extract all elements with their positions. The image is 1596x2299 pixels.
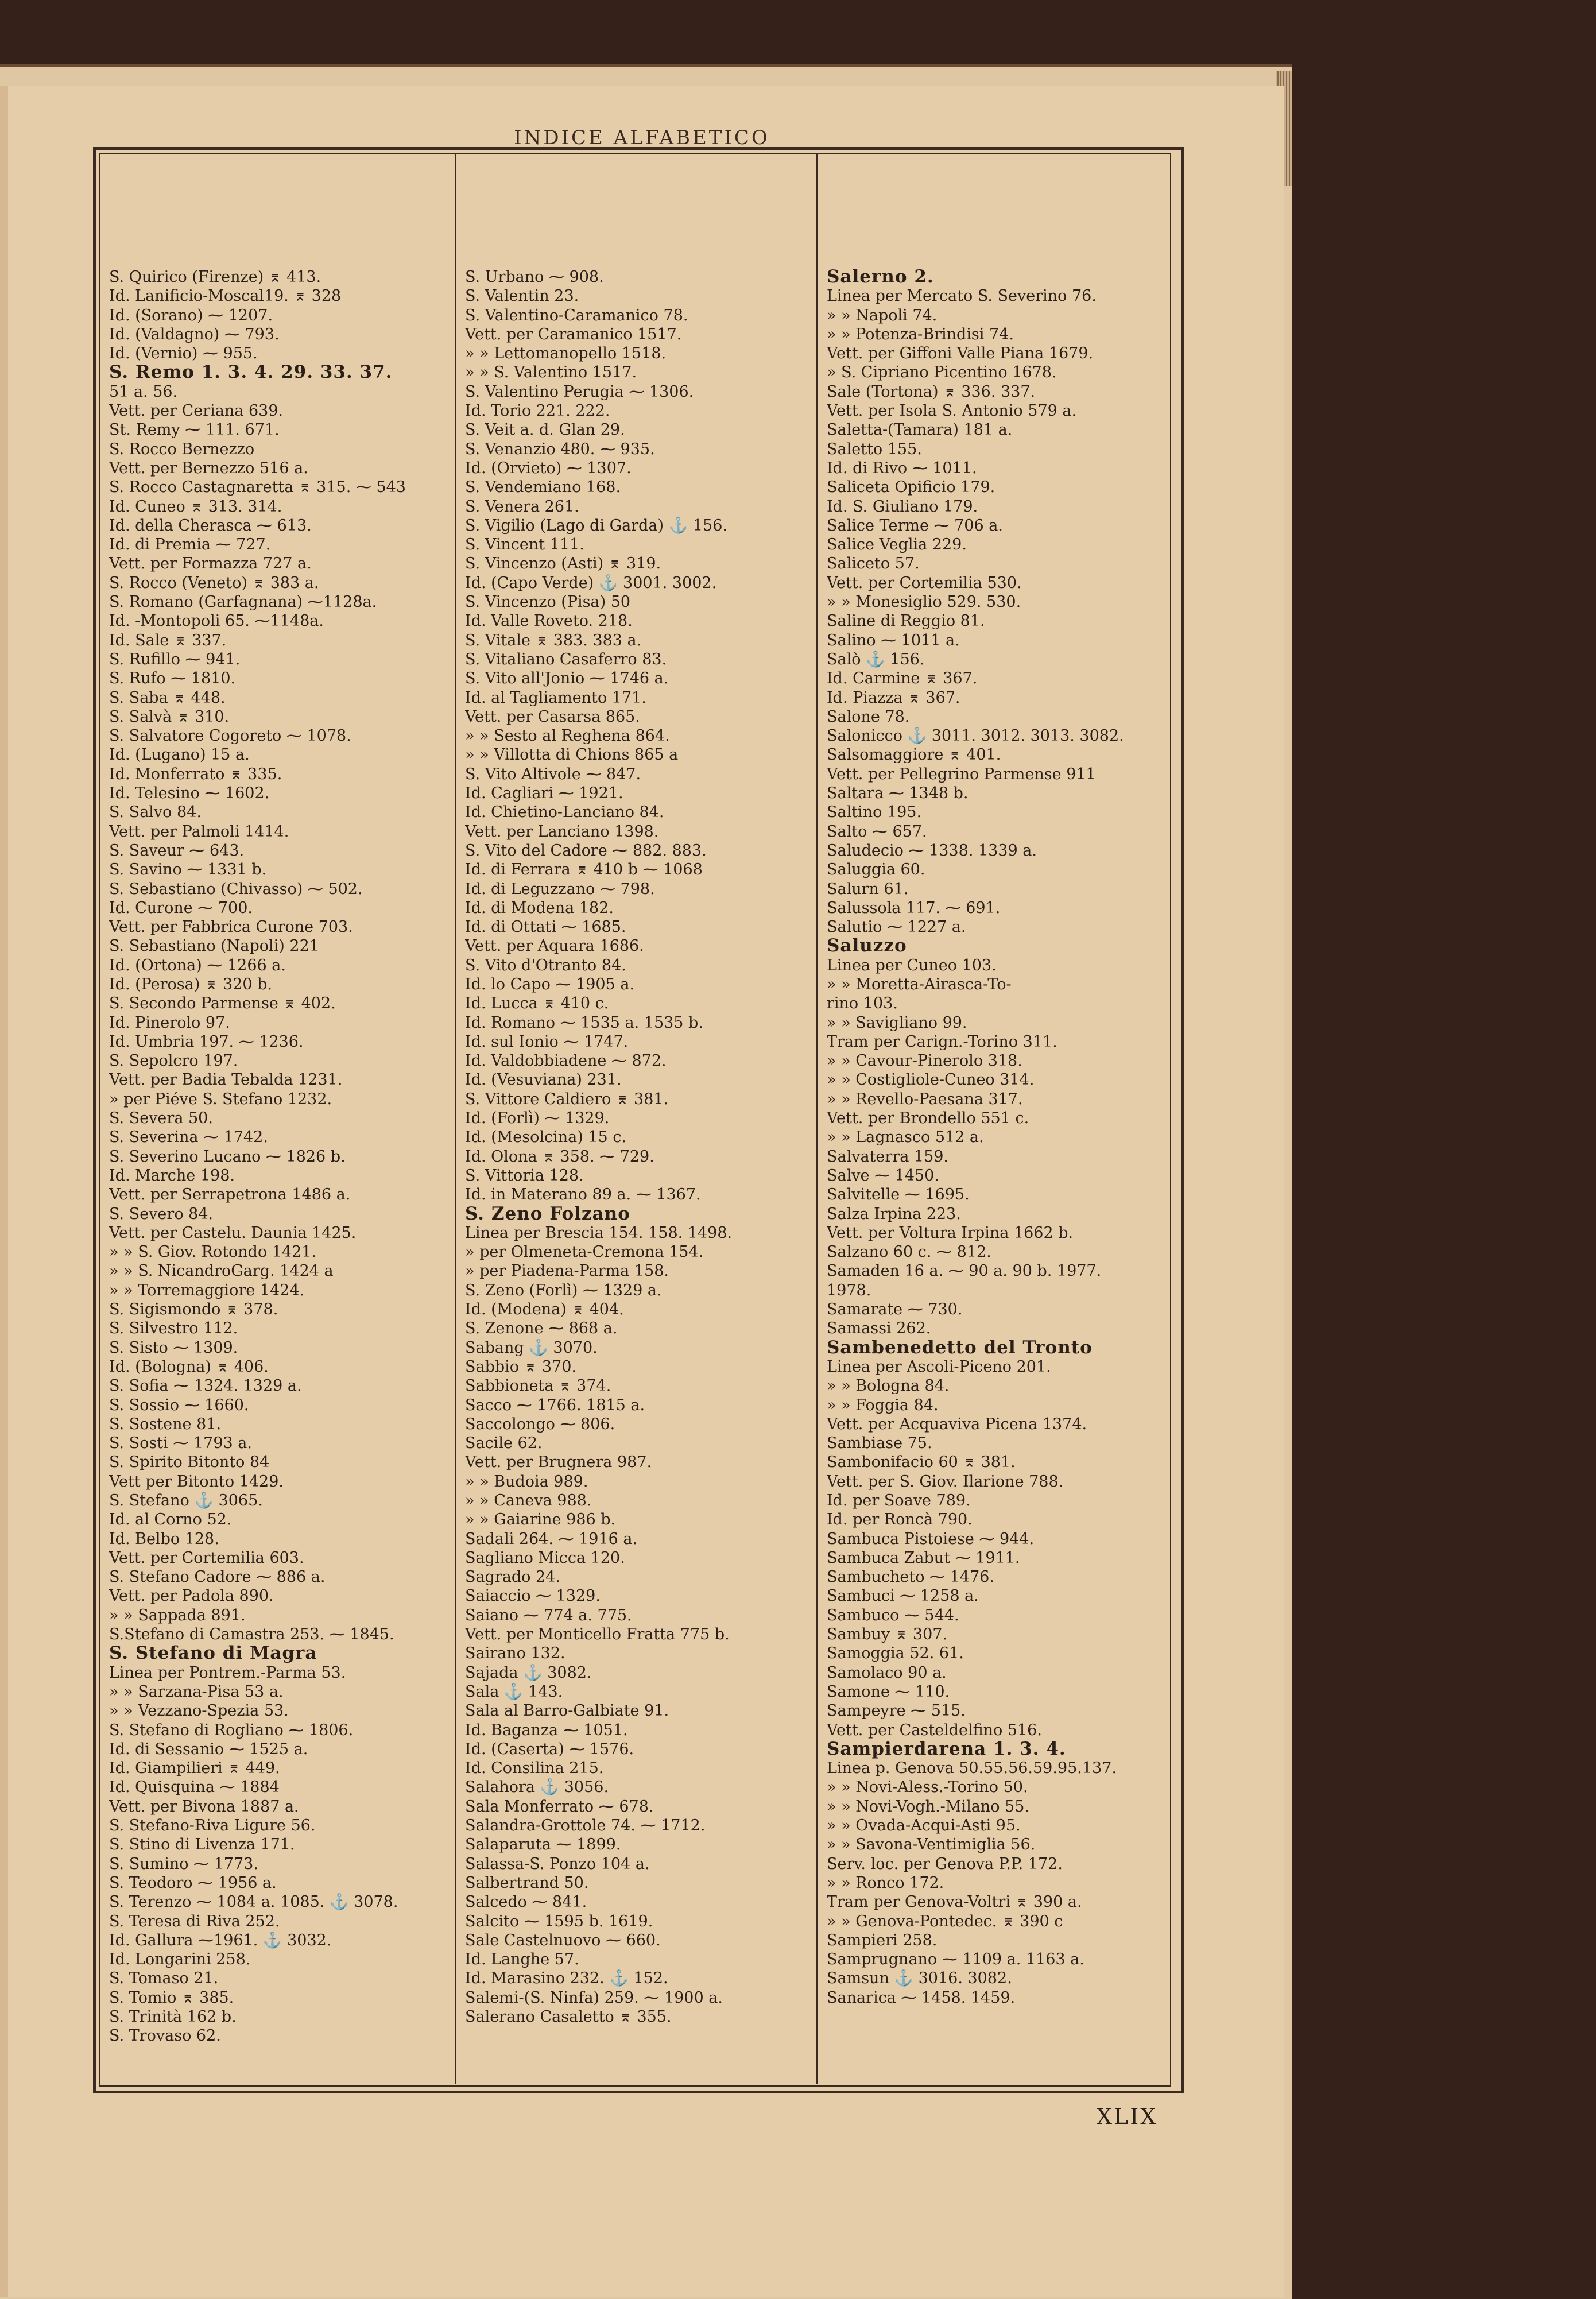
index-entry: Vett. per Bernezzo 516 a. <box>109 459 308 477</box>
index-entry: Id. per Roncà 790. <box>827 1511 973 1529</box>
index-entry: Sampeyre ⁓ 515. <box>827 1702 966 1720</box>
index-entry: Id. di Premia ⁓ 727. <box>109 536 271 554</box>
index-entry: Sambuco ⁓ 544. <box>827 1606 959 1624</box>
index-entry: S. Zeno Folzano <box>465 1204 630 1224</box>
index-entry: Linea per Cuneo 103. <box>827 956 997 974</box>
index-entry: S. Rufo ⁓ 1810. <box>109 669 236 688</box>
index-entry: Samsun ⚓ 3016. 3082. <box>827 1969 1012 1988</box>
index-entry: Vett. per Caramanico 1517. <box>465 325 682 343</box>
index-entry: S. Sofia ⁓ 1324. 1329 a. <box>109 1377 302 1395</box>
index-entry: S. Sebastiano (Chivasso) ⁓ 502. <box>109 880 363 898</box>
index-entry: » » Budoia 989. <box>465 1472 588 1491</box>
index-entry: S. Severino Lucano ⁓ 1826 b. <box>109 1147 346 1166</box>
index-entry: Id. (Sorano) ⁓ 1207. <box>109 306 273 324</box>
index-entry: Saline di Reggio 81. <box>827 612 985 630</box>
index-entry: Id. Sale ⌆ 337. <box>109 631 227 649</box>
index-entry: Id. Olona ⌆ 358. ⁓ 729. <box>465 1147 654 1166</box>
index-entry: Sampieri 258. <box>827 1931 938 1949</box>
index-entry: Id. per Soave 789. <box>827 1492 971 1510</box>
index-entry: S. Salvo 84. <box>109 803 202 822</box>
index-entry: » » Lettomanopello 1518. <box>465 345 667 363</box>
index-entry: S. Saba ⌆ 448. <box>109 688 226 707</box>
index-entry: Sagrado 24. <box>465 1568 560 1586</box>
index-entry: S. Sostene 81. <box>109 1415 222 1433</box>
index-entry: Vett. per Cortemilia 603. <box>109 1549 304 1567</box>
index-entry: S. Savino ⁓ 1331 b. <box>109 861 267 879</box>
index-entry: 51 a. 56. <box>109 382 178 401</box>
index-entry: Id. (Modena) ⌆ 404. <box>465 1301 624 1319</box>
index-entry: Salvaterra 159. <box>827 1147 949 1166</box>
index-entry: Vett. per Voltura Irpina 1662 b. <box>827 1224 1074 1242</box>
index-entry: Id. -Montopoli 65. ⁓1148a. <box>109 612 324 630</box>
index-entry: S. Silvestro 112. <box>109 1319 238 1338</box>
index-entry: Salcedo ⁓ 841. <box>465 1893 587 1911</box>
index-entry: Vett. per Aquara 1686. <box>465 937 644 955</box>
index-entry: Sala al Barro-Galbiate 91. <box>465 1702 669 1720</box>
index-entry: » » Revello-Paesana 317. <box>827 1090 1023 1108</box>
index-entry: Sale (Tortona) ⌆ 336. 337. <box>827 382 1036 401</box>
index-entry: Salice Veglia 229. <box>827 536 967 554</box>
index-entry: Saluzzo <box>827 936 907 956</box>
index-entry: Id. di Sessanio ⁓ 1525 a. <box>109 1740 308 1758</box>
index-entry: Sambuci ⁓ 1258 a. <box>827 1587 979 1605</box>
index-entry: Sambuca Zabut ⁓ 1911. <box>827 1549 1020 1567</box>
index-entry: S. Vito all'Jonio ⁓ 1746 a. <box>465 669 669 688</box>
index-entry: Sambonifacio 60 ⌆ 381. <box>827 1453 1016 1472</box>
index-entry: Sanarica ⁓ 1458. 1459. <box>827 1988 1016 2007</box>
index-entry: S. Vincenzo (Asti) ⌆ 319. <box>465 555 661 573</box>
index-entry: Sabbioneta ⌆ 374. <box>465 1377 611 1395</box>
index-entry: Sambiase 75. <box>827 1434 932 1453</box>
index-entry: » » Costigliole-Cuneo 314. <box>827 1071 1035 1089</box>
index-entry: S. Rocco (Veneto) ⌆ 383 a. <box>109 574 319 592</box>
index-entry: Vett. per Casteldelfino 516. <box>827 1721 1042 1739</box>
index-entry: S. Sossio ⁓ 1660. <box>109 1396 249 1414</box>
index-entry: Sabang ⚓ 3070. <box>465 1338 598 1357</box>
index-entry: Salbertrand 50. <box>465 1874 589 1892</box>
index-entry: Salurn 61. <box>827 880 909 898</box>
index-entry: » » Genova-Pontedec. ⌆ 390 c <box>827 1912 1063 1930</box>
index-entry: Id. Marasino 232. ⚓ 152. <box>465 1969 668 1988</box>
index-entry: Vett. per Badia Tebalda 1231. <box>109 1071 343 1089</box>
index-entry: S. Severina ⁓ 1742. <box>109 1128 268 1147</box>
column-rule-1 <box>455 153 456 2084</box>
index-entry: S. Vigilio (Lago di Garda) ⚓ 156. <box>465 516 727 535</box>
index-entry: S. Valentino Perugia ⁓ 1306. <box>465 382 694 401</box>
index-entry: Id. di Ferrara ⌆ 410 b ⁓ 1068 <box>465 861 703 879</box>
index-entry: rino 103. <box>827 994 898 1013</box>
index-entry: Vett. per Ceriana 639. <box>109 402 284 420</box>
index-entry: » » Bologna 84. <box>827 1377 950 1395</box>
index-entry: Id. Curone ⁓ 700. <box>109 899 253 917</box>
index-entry: S. Rufillo ⁓ 941. <box>109 650 241 668</box>
index-entry: S. Vito Altivole ⁓ 847. <box>465 765 641 783</box>
index-entry: Id. (Lugano) 15 a. <box>109 746 250 764</box>
index-entry: » » Ronco 172. <box>827 1874 944 1892</box>
index-entry: » » S. Valentino 1517. <box>465 363 637 382</box>
index-entry: Vett. per Casarsa 865. <box>465 707 640 726</box>
index-entry: Linea per Brescia 154. 158. 1498. <box>465 1224 733 1242</box>
index-entry: Vett. per Palmoli 1414. <box>109 822 289 841</box>
index-entry: Salone 78. <box>827 707 910 726</box>
index-entry: Linea per Pontrem.-Parma 53. <box>109 1663 346 1682</box>
index-entry: Sambuca Pistoiese ⁓ 944. <box>827 1530 1035 1548</box>
index-entry: Vett. per Padola 890. <box>109 1587 274 1605</box>
index-entry: S. Sumino ⁓ 1773. <box>109 1855 258 1873</box>
index-entry: S. Vitale ⌆ 383. 383 a. <box>465 631 642 649</box>
index-entry: Vett. per Pellegrino Parmense 911 <box>827 765 1096 783</box>
index-entry: Samarate ⁓ 730. <box>827 1301 963 1319</box>
index-entry: Saccolongo ⁓ 806. <box>465 1415 615 1433</box>
index-entry: Salzano 60 c. ⁓ 812. <box>827 1243 991 1261</box>
index-entry: Saletta-(Tamara) 181 a. <box>827 421 1013 439</box>
index-entry: Salutio ⁓ 1227 a. <box>827 918 966 936</box>
index-entry: Samaden 16 a. ⁓ 90 a. 90 b. 1977. <box>827 1262 1102 1280</box>
index-entry: » » S. Giov. Rotondo 1421. <box>109 1243 317 1261</box>
index-entry: Tram per Genova-Voltri ⌆ 390 a. <box>827 1893 1082 1911</box>
index-entry: Id. (Valdagno) ⁓ 793. <box>109 325 280 343</box>
index-entry: Saludecio ⁓ 1338. 1339 a. <box>827 841 1037 860</box>
index-entry: Salandra-Grottole 74. ⁓ 1712. <box>465 1817 706 1835</box>
index-entry: S. Romano (Garfagnana) ⁓1128a. <box>109 593 377 611</box>
index-entry: Salò ⚓ 156. <box>827 650 925 668</box>
index-entry: Id. Piazza ⌆ 367. <box>827 688 960 707</box>
index-entry: Vett. per Giffoni Valle Piana 1679. <box>827 345 1094 363</box>
index-entry: Id. Langhe 57. <box>465 1950 579 1969</box>
index-entry: Sambuy ⌆ 307. <box>827 1625 948 1644</box>
index-entry: Sairano 132. <box>465 1644 565 1663</box>
index-entry: Id. Romano ⁓ 1535 a. 1535 b. <box>465 1013 703 1032</box>
index-entry: S. Sepolcro 197. <box>109 1052 238 1070</box>
index-entry: Saluggia 60. <box>827 861 925 879</box>
index-entry: » » Sarzana-Pisa 53 a. <box>109 1682 284 1701</box>
index-entry: » » Vezzano-Spezia 53. <box>109 1702 289 1720</box>
index-entry: S. Valentin 23. <box>465 287 579 305</box>
index-entry: Sale Castelnuovo ⁓ 660. <box>465 1931 661 1949</box>
index-entry: Salemi-(S. Ninfa) 259. ⁓ 1900 a. <box>465 1988 723 2007</box>
index-entry: Sajada ⚓ 3082. <box>465 1663 592 1682</box>
index-entry: Id. Cagliari ⁓ 1921. <box>465 784 623 803</box>
index-entry: » » Gaiarine 986 b. <box>465 1511 616 1529</box>
index-entry: Salve ⁓ 1450. <box>827 1166 939 1185</box>
index-entry: Vett. per Acquaviva Picena 1374. <box>827 1415 1087 1433</box>
index-entry: Salvitelle ⁓ 1695. <box>827 1186 970 1204</box>
index-entry: Salice Terme ⁓ 706 a. <box>827 516 1003 535</box>
index-entry: » » Foggia 84. <box>827 1396 939 1414</box>
index-entry: S. Urbano ⁓ 908. <box>465 268 604 286</box>
index-entry: Id. di Ottati ⁓ 1685. <box>465 918 626 936</box>
index-entry: Id. al Corno 52. <box>109 1511 232 1529</box>
index-entry: S. Venanzio 480. ⁓ 935. <box>465 440 655 458</box>
index-entry: Id. in Materano 89 a. ⁓ 1367. <box>465 1186 701 1204</box>
index-entry: Saliceta Opificio 179. <box>827 478 995 497</box>
index-entry: Id. Torio 221. 222. <box>465 402 610 420</box>
index-entry: Linea per Mercato S. Severino 76. <box>827 287 1097 305</box>
index-entry: » » Moretta-Airasca-To- <box>827 975 1012 993</box>
index-entry: S. Veit a. d. Glan 29. <box>465 421 625 439</box>
index-entry: Id. Marche 198. <box>109 1166 235 1185</box>
index-entry: Sagliano Micca 120. <box>465 1549 625 1567</box>
index-entry: Salussola 117. ⁓ 691. <box>827 899 1001 917</box>
index-entry: S. Saveur ⁓ 643. <box>109 841 245 860</box>
index-entry: S. Valentino-Caramanico 78. <box>465 306 688 324</box>
index-entry: Saliceto 57. <box>827 555 920 573</box>
index-entry: Id. (Bologna) ⌆ 406. <box>109 1357 269 1376</box>
index-entry: Id. (Orvieto) ⁓ 1307. <box>465 459 632 477</box>
index-entry: Salonicco ⚓ 3011. 3012. 3013. 3082. <box>827 727 1124 745</box>
index-entry: S. Quirico (Firenze) ⌆ 413. <box>109 268 321 286</box>
index-entry: Vett. per Brugnera 987. <box>465 1453 652 1472</box>
index-entry: Saletto 155. <box>827 440 922 458</box>
index-entry: S. Vitaliano Casaferro 83. <box>465 650 667 668</box>
index-entry: Id. (Forlì) ⁓ 1329. <box>465 1109 610 1128</box>
index-entry: S. Zeno (Forlì) ⁓ 1329 a. <box>465 1281 662 1299</box>
index-entry: Sacile 62. <box>465 1434 543 1453</box>
index-entry: Id. di Rivo ⁓ 1011. <box>827 459 977 477</box>
index-entry: Id. Belbo 128. <box>109 1530 219 1548</box>
index-entry: » » Savona-Ventimiglia 56. <box>827 1836 1036 1854</box>
index-entry: S. Stefano di Magra <box>109 1644 317 1663</box>
index-entry: Id. Monferrato ⌆ 335. <box>109 765 282 783</box>
index-entry: S. Vincent 111. <box>465 536 584 554</box>
index-entry: Samprugnano ⁓ 1109 a. 1163 a. <box>827 1950 1084 1969</box>
index-entry: Serv. loc. per Genova P.P. 172. <box>827 1855 1063 1873</box>
index-entry: Saltara ⁓ 1348 b. <box>827 784 969 803</box>
index-entry: Vett. per Bivona 1887 a. <box>109 1797 299 1816</box>
index-entry: » » Sappada 891. <box>109 1606 246 1624</box>
index-entry: Id. (Mesolcina) 15 c. <box>465 1128 627 1147</box>
index-entry: » » Cavour-Pinerolo 318. <box>827 1052 1022 1070</box>
index-entry: S. Stino di Livenza 171. <box>109 1836 295 1854</box>
index-entry: Id. (Capo Verde) ⚓ 3001. 3002. <box>465 574 717 592</box>
index-entry: Id. Giampilieri ⌆ 449. <box>109 1759 280 1778</box>
index-entry: S.Stefano di Camastra 253. ⁓ 1845. <box>109 1625 394 1644</box>
index-entry: Linea per Ascoli-Piceno 201. <box>827 1357 1051 1376</box>
index-entry: Id. sul Ionio ⁓ 1747. <box>465 1032 629 1051</box>
index-entry: S. Rocco Bernezzo <box>109 440 255 458</box>
index-entry: Id. (Vernio) ⁓ 955. <box>109 345 258 363</box>
index-entry: Sala ⚓ 143. <box>465 1682 563 1701</box>
index-entry: S. Sisto ⁓ 1309. <box>109 1338 238 1357</box>
index-entry: S. Tomio ⌆ 385. <box>109 1988 234 2007</box>
index-entry: Id. della Cherasca ⁓ 613. <box>109 516 312 535</box>
index-entry: Sampierdarena 1. 3. 4. <box>827 1739 1066 1759</box>
index-entry: Vett. per Formazza 727 a. <box>109 555 312 573</box>
index-entry: S. Remo 1. 3. 4. 29. 33. 37. <box>109 363 393 382</box>
index-entry: S. Trinità 162 b. <box>109 2008 237 2026</box>
index-entry: Vett. per Lanciano 1398. <box>465 822 659 841</box>
index-entry: Saiaccio ⁓ 1329. <box>465 1587 601 1605</box>
index-entry: Id. S. Giuliano 179. <box>827 497 978 516</box>
index-entry: Salahora ⚓ 3056. <box>465 1778 609 1797</box>
index-entry: » » Torremaggiore 1424. <box>109 1281 305 1299</box>
index-entry: S. Spirito Bitonto 84 <box>109 1453 270 1472</box>
index-entry: » » Caneva 988. <box>465 1492 592 1510</box>
index-entry: Sambenedetto del Tronto <box>827 1338 1093 1357</box>
index-entry: S. Tomaso 21. <box>109 1969 219 1988</box>
index-entry: Id. Lucca ⌆ 410 c. <box>465 994 609 1013</box>
index-entry: Vett per Bitonto 1429. <box>109 1472 284 1491</box>
index-entry: Id. Consilina 215. <box>465 1759 604 1778</box>
index-entry: » per Piéve S. Stefano 1232. <box>109 1090 332 1108</box>
index-entry: Vett. per Isola S. Antonio 579 a. <box>827 402 1077 420</box>
index-entry: S. Vito del Cadore ⁓ 882. 883. <box>465 841 707 860</box>
index-entry: S. Vito d'Otranto 84. <box>465 956 626 974</box>
index-entry: Samoggia 52. 61. <box>827 1644 964 1663</box>
index-entry: » » Savigliano 99. <box>827 1013 967 1032</box>
index-entry: S. Stefano-Riva Ligure 56. <box>109 1817 316 1835</box>
index-entry: S. Trovaso 62. <box>109 2027 221 2045</box>
index-entry: Sadali 264. ⁓ 1916 a. <box>465 1530 638 1548</box>
index-entry: Samolaco 90 a. <box>827 1663 947 1682</box>
index-entry: S. Salvà ⌆ 310. <box>109 707 230 726</box>
index-entry: Sacco ⁓ 1766. 1815 a. <box>465 1396 645 1414</box>
index-entry: Salcito ⁓ 1595 b. 1619. <box>465 1912 653 1930</box>
index-entry: S. Terenzo ⁓ 1084 a. 1085. ⚓ 3078. <box>109 1893 398 1911</box>
index-entry: Id. Pinerolo 97. <box>109 1013 230 1032</box>
index-entry: Tram per Carign.-Torino 311. <box>827 1032 1057 1051</box>
index-entry: Id. lo Capo ⁓ 1905 a. <box>465 975 635 993</box>
index-entry: Salaparuta ⁓ 1899. <box>465 1836 621 1854</box>
index-entry: » » Villotta di Chions 865 a <box>465 746 679 764</box>
index-entry: Salza Irpina 223. <box>827 1205 961 1223</box>
index-entry: S. Vittore Caldiero ⌆ 381. <box>465 1090 669 1108</box>
index-entry: S. Vincenzo (Pisa) 50 <box>465 593 631 611</box>
index-entry: S. Stefano ⚓ 3065. <box>109 1492 263 1510</box>
page-number: XLIX <box>1097 2104 1158 2129</box>
index-entry: Id. Telesino ⁓ 1602. <box>109 784 270 803</box>
index-entry: Id. al Tagliamento 171. <box>465 688 646 707</box>
index-entry: » » Potenza-Brindisi 74. <box>827 325 1014 343</box>
index-entry: » » Ovada-Acqui-Asti 95. <box>827 1817 1021 1835</box>
index-entry: S. Stefano di Rogliano ⁓ 1806. <box>109 1721 354 1739</box>
index-entry: » » S. NicandroGarg. 1424 a <box>109 1262 334 1280</box>
index-entry: S. Severa 50. <box>109 1109 213 1128</box>
index-entry: Saiano ⁓ 774 a. 775. <box>465 1606 632 1624</box>
index-entry: Vett. per Cortemilia 530. <box>827 574 1022 592</box>
index-entry: Id. Cuneo ⌆ 313. 314. <box>109 497 282 516</box>
index-entry: » » Novi-Vogh.-Milano 55. <box>827 1797 1029 1816</box>
index-entry: Vett. per Serrapetrona 1486 a. <box>109 1186 351 1204</box>
index-column-3 <box>827 268 1165 2007</box>
index-entry: Id. (Vesuviana) 231. <box>465 1071 622 1089</box>
index-entry: S. Sebastiano (Napoli) 221 <box>109 937 319 955</box>
index-entry: S. Salvatore Cogoreto ⁓ 1078. <box>109 727 351 745</box>
index-entry: » » Napoli 74. <box>827 306 938 324</box>
index-entry: Id. (Ortona) ⁓ 1266 a. <box>109 956 286 974</box>
index-entry: S. Severo 84. <box>109 1205 214 1223</box>
index-entry: S. Sigismondo ⌆ 378. <box>109 1301 278 1319</box>
index-column-2 <box>465 268 804 2026</box>
index-entry: Id. Longarini 258. <box>109 1950 251 1969</box>
index-entry: Id. di Modena 182. <box>465 899 614 917</box>
index-entry: 1978. <box>827 1281 871 1299</box>
index-entry: » » Sesto al Reghena 864. <box>465 727 670 745</box>
index-entry: Vett. per Fabbrica Curone 703. <box>109 918 353 936</box>
index-entry: Sala Monferrato ⁓ 678. <box>465 1797 654 1816</box>
index-entry: S. Vendemiano 168. <box>465 478 621 497</box>
index-entry: Samassi 262. <box>827 1319 931 1338</box>
index-entry: Saltino 195. <box>827 803 922 822</box>
index-entry: Salto ⁓ 657. <box>827 822 927 841</box>
index-entry: Samone ⁓ 110. <box>827 1682 950 1701</box>
index-entry: Id. Umbria 197. ⁓ 1236. <box>109 1032 304 1051</box>
index-entry: Id. Chietino-Lanciano 84. <box>465 803 664 822</box>
index-entry: Id. Lanificio-Moscal19. ⌆ 328 <box>109 287 342 305</box>
index-entry: Id. Carmine ⌆ 367. <box>827 669 978 688</box>
index-entry: Id. di Leguzzano ⁓ 798. <box>465 880 655 898</box>
index-entry: S. Teresa di Riva 252. <box>109 1912 280 1930</box>
index-entry: Id. (Caserta) ⁓ 1576. <box>465 1740 634 1758</box>
index-entry: Id. Gallura ⁓1961. ⚓ 3032. <box>109 1931 332 1949</box>
column-rule-2 <box>816 153 818 2084</box>
index-entry: Vett. per Brondello 551 c. <box>827 1109 1029 1128</box>
index-entry: S. Vittoria 128. <box>465 1166 584 1185</box>
index-entry: S. Sosti ⁓ 1793 a. <box>109 1434 252 1453</box>
index-entry: Vett. per Monticello Fratta 775 b. <box>465 1625 730 1644</box>
index-entry: Id. Valdobbiadene ⁓ 872. <box>465 1052 667 1070</box>
index-entry: Id. Quisquina ⁓ 1884 <box>109 1778 280 1797</box>
index-entry: S. Zenone ⁓ 868 a. <box>465 1319 618 1338</box>
index-entry: » » Lagnasco 512 a. <box>827 1128 984 1147</box>
index-entry: Sabbio ⌆ 370. <box>465 1357 576 1376</box>
index-entry: Salsomaggiore ⌆ 401. <box>827 746 1001 764</box>
index-entry: » » Novi-Aless.-Torino 50. <box>827 1778 1028 1797</box>
running-title: INDICE ALFABETICO <box>514 126 770 149</box>
index-entry: Salino ⁓ 1011 a. <box>827 631 960 649</box>
index-entry: S. Stefano Cadore ⁓ 886 a. <box>109 1568 326 1586</box>
index-entry: Id. Baganza ⁓ 1051. <box>465 1721 628 1739</box>
index-entry: » per Olmeneta-Cremona 154. <box>465 1243 704 1261</box>
index-entry: Salerno 2. <box>827 268 934 287</box>
index-entry: Id. Valle Roveto. 218. <box>465 612 633 630</box>
index-entry: Sambucheto ⁓ 1476. <box>827 1568 994 1586</box>
index-entry: St. Remy ⁓ 111. 671. <box>109 421 280 439</box>
index-entry: Salassa-S. Ponzo 104 a. <box>465 1855 650 1873</box>
page-edge <box>0 86 8 2297</box>
index-entry: Linea p. Genova 50.55.56.59.95.137. <box>827 1759 1117 1778</box>
index-column-1 <box>109 268 448 2046</box>
index-entry: Vett. per Castelu. Daunia 1425. <box>109 1224 357 1242</box>
index-entry: » per Piadena-Parma 158. <box>465 1262 669 1280</box>
index-entry: Id. (Perosa) ⌆ 320 b. <box>109 975 273 993</box>
index-entry: S. Rocco Castagnaretta ⌆ 315. ⁓ 543 <box>109 478 406 497</box>
index-entry: Vett. per S. Giov. Ilarione 788. <box>827 1472 1064 1491</box>
index-entry: S. Teodoro ⁓ 1956 a. <box>109 1874 277 1892</box>
index-entry: Salerano Casaletto ⌆ 355. <box>465 2008 672 2026</box>
index-entry: » S. Cipriano Picentino 1678. <box>827 363 1057 382</box>
index-entry: S. Venera 261. <box>465 497 579 516</box>
index-entry: » » Monesiglio 529. 530. <box>827 593 1021 611</box>
index-entry: S. Secondo Parmense ⌆ 402. <box>109 994 336 1013</box>
